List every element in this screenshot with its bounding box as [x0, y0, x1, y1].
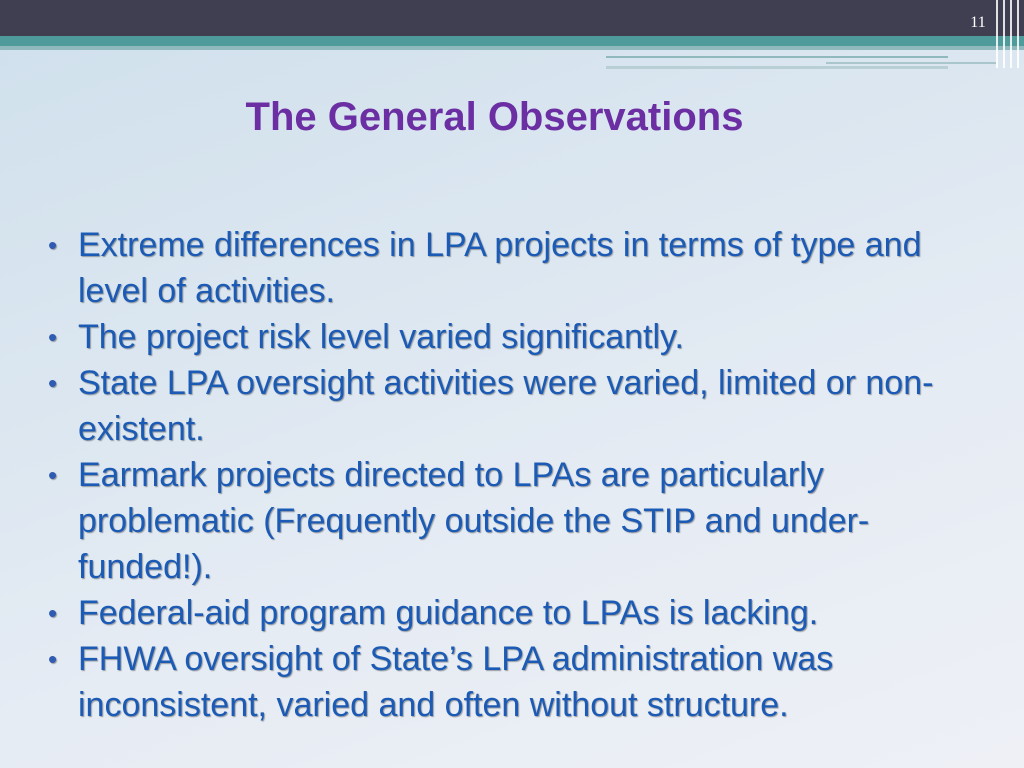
bullet-icon: •: [48, 460, 58, 490]
accent-band: [0, 36, 1024, 46]
bullet-icon: •: [48, 598, 58, 628]
bullet-item: [46, 222, 976, 314]
bullet-icon: •: [48, 644, 58, 674]
bullet-text: Federal-aid program guidance to LPAs is lacking.: [78, 594, 819, 632]
bullet-item: [46, 590, 976, 636]
bullet-text: State LPA oversight activities were varied, limited or non-existent.: [78, 364, 934, 448]
decorative-vertical-lines: [994, 0, 1024, 68]
bullet-item: [46, 360, 976, 452]
accent-line: [826, 62, 996, 64]
bullet-icon: •: [48, 322, 58, 352]
bullet-list: [46, 222, 976, 728]
bullet-text: Earmark projects directed to LPAs are particularly problematic (Frequently outside the STIP and under-funded!).: [78, 456, 870, 586]
bullet-icon: •: [48, 230, 58, 260]
slide-number: 11: [970, 14, 986, 31]
top-bar: [0, 0, 1024, 36]
accent-line: [606, 56, 948, 58]
bullet-text: The project risk level varied significantly.: [78, 318, 684, 356]
accent-line: [606, 66, 948, 69]
bullet-item: [46, 314, 976, 360]
bullet-icon: •: [48, 368, 58, 398]
accent-band-light: [0, 46, 1024, 50]
bullet-item: [46, 452, 976, 590]
slide-title: The General Observations: [245, 95, 744, 139]
bullet-text: FHWA oversight of State’s LPA administration was inconsistent, varied and often without structure.: [78, 640, 834, 724]
bullet-text: Extreme differences in LPA projects in terms of type and level of activities.: [78, 226, 922, 310]
bullet-item: [46, 636, 976, 728]
